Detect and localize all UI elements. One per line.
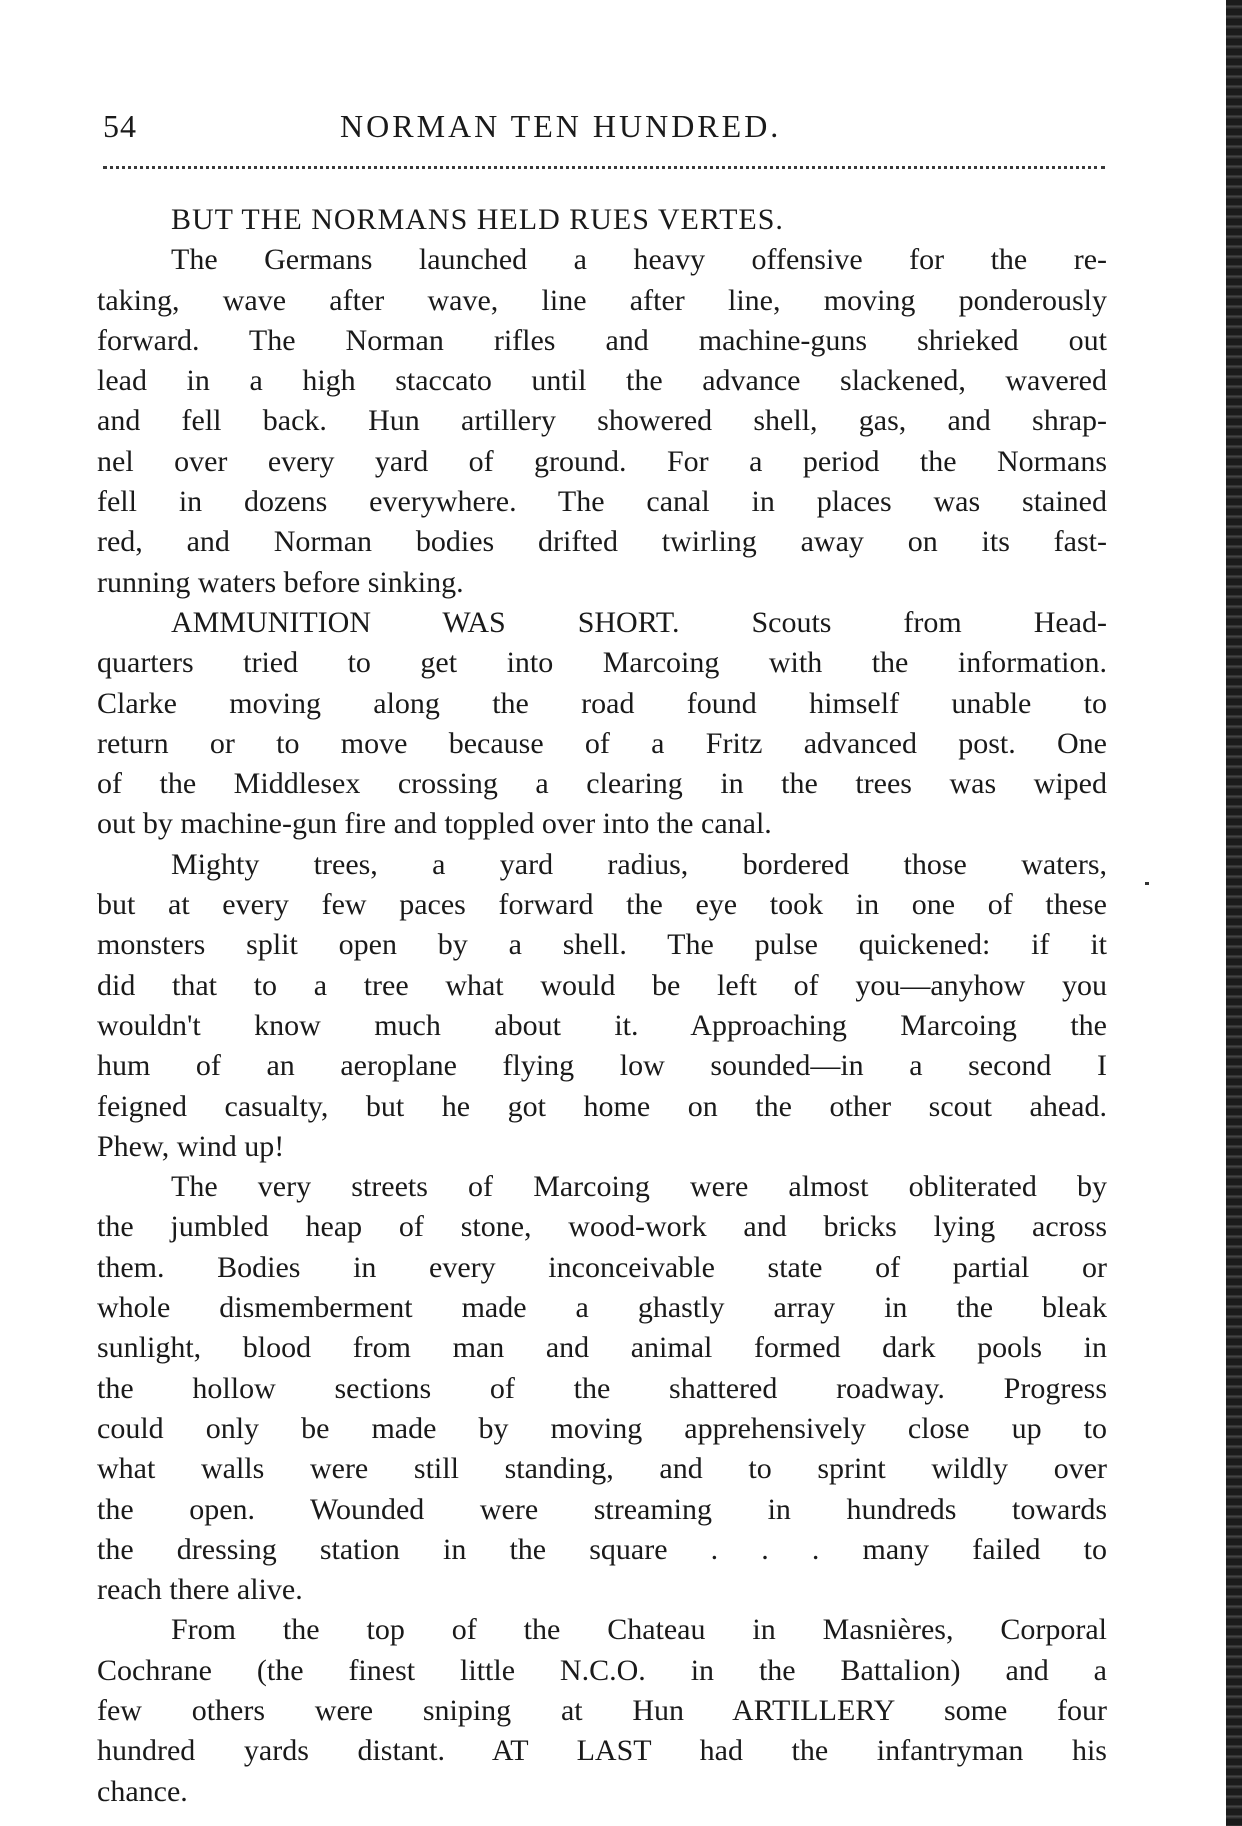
text-line: reach there alive. (97, 1573, 303, 1607)
text-line: few others were sniping at Hun ARTILLERY some four (97, 1693, 1107, 1727)
text-line: lead in a high staccato until the advance slackened, wavered (97, 364, 1107, 398)
text-line: monsters split open by a shell. The pulse quickened: if it (97, 928, 1107, 962)
text-line: the hollow sections of the shattered roadway. Progress (97, 1371, 1107, 1405)
text-line: Cochrane (the finest little N.C.O. in the Battalion) and a (97, 1653, 1107, 1687)
body-text (97, 200, 1107, 1812)
text-line: them. Bodies in every inconceivable state of partial or (97, 1250, 1107, 1284)
text-line: The Germans launched a heavy offensive for the re- (171, 243, 1107, 277)
text-line: wouldn't know much about it. Approaching Marcoing the (97, 1008, 1107, 1042)
text-line: The very streets of Marcoing were almost obliterated by (171, 1170, 1107, 1204)
text-line: but at every few paces forward the eye took in one of these (97, 888, 1107, 922)
text-line: Clarke moving along the road found himself unable to (97, 686, 1107, 720)
page-edge-shadow (1226, 0, 1242, 1826)
text-line: could only be made by moving apprehensively close up to (97, 1411, 1107, 1445)
text-line: forward. The Norman rifles and machine-guns shrieked out (97, 323, 1107, 357)
text-line: out by machine-gun fire and toppled over into the canal. (97, 807, 772, 841)
text-line: return or to move because of a Fritz advanced post. One (97, 726, 1107, 760)
text-line: fell in dozens everywhere. The canal in places was stained (97, 485, 1107, 519)
text-line: taking, wave after wave, line after line, moving ponderously (97, 283, 1107, 317)
running-title: NORMAN TEN HUNDRED. (340, 108, 782, 144)
text-line: whole dismemberment made a ghastly array in the bleak (97, 1291, 1107, 1325)
text-line: running waters before sinking. (97, 565, 464, 599)
text-line: what walls were still standing, and to sprint wildly over (97, 1452, 1107, 1486)
text-line: and fell back. Hun artillery showered shell, gas, and shrap- (97, 404, 1107, 438)
text-line: the open. Wounded were streaming in hundreds towards (97, 1492, 1107, 1526)
header-rule (103, 166, 1105, 169)
text-line: Phew, wind up! (97, 1129, 285, 1163)
page-number: 54 (103, 108, 137, 144)
text-line: AMMUNITION WAS SHORT. Scouts from Head- (171, 605, 1107, 639)
text-line: the jumbled heap of stone, wood-work and bricks lying across (97, 1210, 1107, 1244)
text-line: chance. (97, 1774, 188, 1808)
text-line: hum of an aeroplane flying low sounded—in a second I (97, 1049, 1107, 1083)
ink-speck (1145, 882, 1149, 885)
text-line: sunlight, blood from man and animal formed dark pools in (97, 1331, 1107, 1365)
text-line: of the Middlesex crossing a clearing in the trees was wiped (97, 767, 1107, 801)
text-line: nel over every yard of ground. For a period the Normans (97, 444, 1107, 478)
text-line: quarters tried to get into Marcoing with the information. (97, 646, 1107, 680)
text-line: the dressing station in the square . . . many failed to (97, 1532, 1107, 1566)
text-line: red, and Norman bodies drifted twirling away on its fast- (97, 525, 1107, 559)
text-line: From the top of the Chateau in Masnières, Corporal (171, 1613, 1107, 1647)
text-line: hundred yards distant. AT LAST had the infantryman his (97, 1734, 1107, 1768)
text-line: Mighty trees, a yard radius, bordered those waters, (171, 847, 1107, 881)
text-line: feigned casualty, but he got home on the other scout ahead. (97, 1089, 1107, 1123)
text-line: did that to a tree what would be left of you—anyhow you (97, 968, 1107, 1002)
section-heading: BUT THE NORMANS HELD RUES VERTES. (171, 203, 784, 236)
